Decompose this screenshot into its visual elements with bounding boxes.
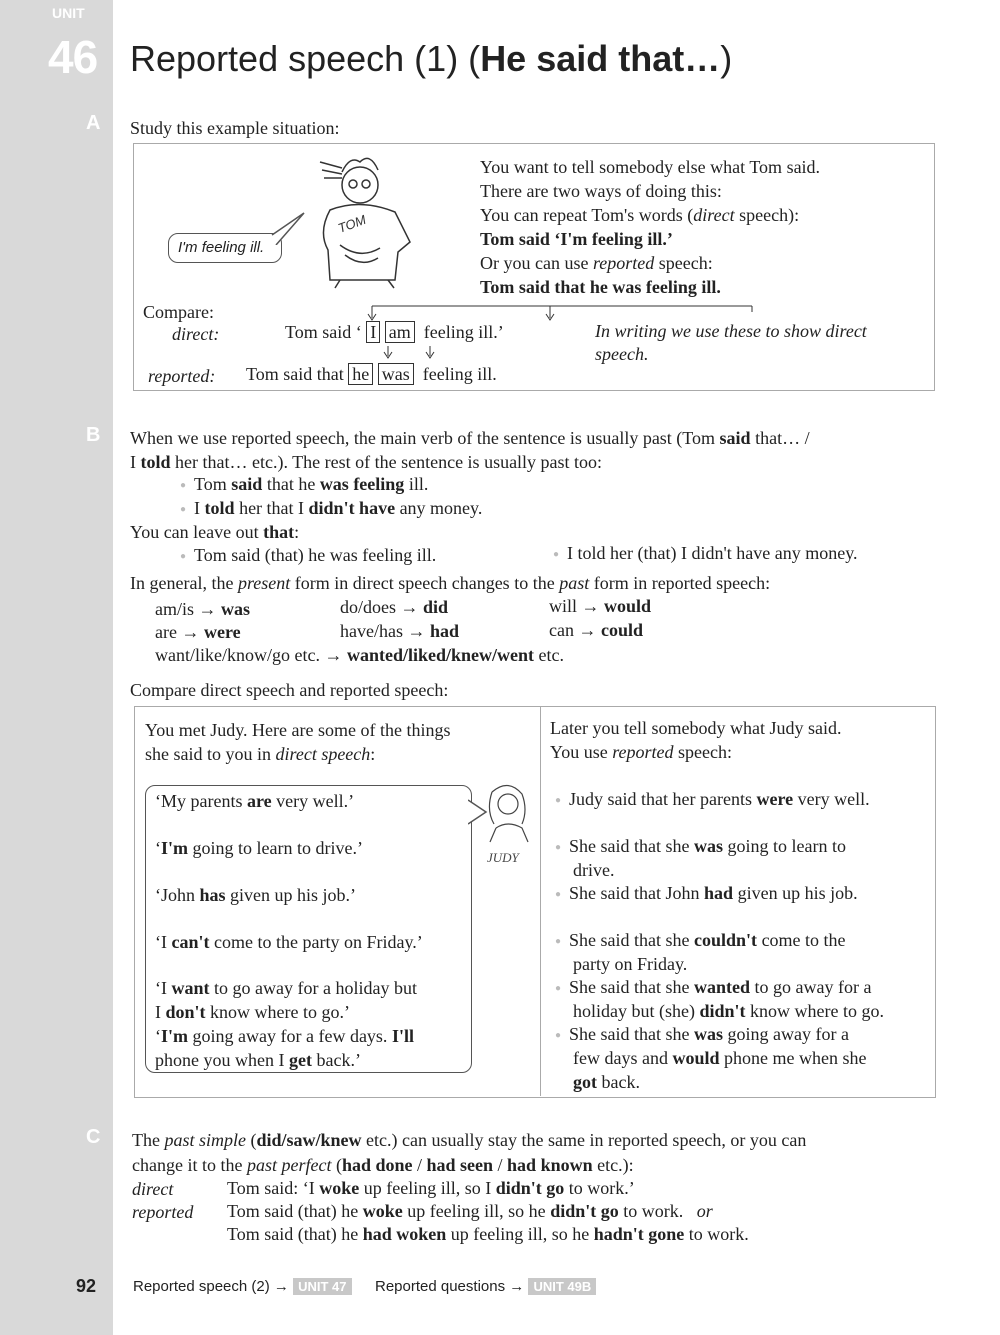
reported-5-cont: holiday but (she) didn't know where to go.: [573, 1001, 884, 1021]
direct-label: direct:: [172, 324, 220, 344]
a-line-5: Or you can use reported speech:: [480, 253, 713, 273]
reported-6-cont-2: got back.: [573, 1072, 640, 1092]
unit-49b-tag[interactable]: UNIT 49B: [528, 1278, 596, 1295]
reported-3: ● She said that John had given up his job.: [555, 881, 858, 909]
direct-word-box-1: I: [366, 321, 380, 343]
left-intro-2: she said to you in direct speech:: [145, 744, 376, 764]
tom-illustration: [300, 150, 430, 290]
reported-6: ● She said that she was going away for a: [555, 1022, 849, 1050]
section-letter-c: C: [86, 1126, 101, 1148]
b-example-3: ● Tom said (that) he was feeling ill.: [180, 543, 436, 571]
unit-47-tag[interactable]: UNIT 47: [293, 1278, 351, 1295]
page-title: Reported speech (1) (He said that…): [130, 38, 733, 79]
cross-ref-reported-speech-2[interactable]: Reported speech (2) → UNIT 47: [133, 1278, 352, 1295]
c-para-2: change it to the past perfect (had done / had seen / had known etc.):: [132, 1155, 634, 1175]
reported-4: ● She said that she couldn't come to the: [555, 928, 846, 956]
c-direct-label: direct: [132, 1179, 174, 1199]
change-verbs: want/like/know/go etc. → wanted/liked/knew/went etc.: [155, 645, 564, 665]
in-general: In general, the present form in direct speech changes to the past form in reported speech:: [130, 573, 771, 593]
cross-ref-reported-questions[interactable]: Reported questions → UNIT 49B: [375, 1278, 596, 1295]
comparison-divider: [540, 706, 541, 1096]
tom-label: TOM: [335, 211, 368, 236]
change-are: are → were: [155, 622, 241, 642]
b-example-1: ● Tom said that he was feeling ill.: [180, 472, 428, 500]
compare-direct-reported: Compare direct speech and reported speech:: [130, 680, 449, 700]
b-para-2: I told her that… etc.). The rest of the sentence is usually past too:: [130, 452, 603, 472]
judy-illustration: [478, 780, 538, 845]
c-reported-label: reported: [132, 1202, 194, 1222]
reported-5: ● She said that she wanted to go away for a: [555, 975, 872, 1003]
reported-label: reported:: [148, 366, 216, 386]
reported-2: ● She said that she was going to learn to: [555, 834, 846, 862]
change-can: can → could: [549, 620, 643, 640]
judy-quote-3: ‘John has given up his job.’: [155, 885, 357, 905]
c-reported-example-2: Tom said (that) he had woken up feeling ill, so he hadn't gone to work.: [227, 1224, 749, 1244]
direct-sentence: Tom said ‘ I am feeling ill.’: [285, 322, 504, 342]
a-line-3: You can repeat Tom's words (direct speech):: [480, 205, 800, 225]
speech-bubble-text: I'm feeling ill.: [178, 239, 265, 256]
judy-quote-6: I don't know where to go.’: [155, 1002, 350, 1022]
b-example-4: ● I told her (that) I didn't have any money.: [553, 541, 858, 569]
right-intro-2: You use reported speech:: [550, 742, 733, 762]
page-number: 92: [76, 1276, 97, 1296]
judy-quote-2: ‘I'm going to learn to drive.’: [155, 838, 363, 858]
leave-out-that: You can leave out that:: [130, 522, 300, 542]
left-intro-1: You met Judy. Here are some of the things: [145, 720, 451, 740]
reported-word-box-1: he: [348, 363, 373, 385]
c-reported-example-1: Tom said (that) he woke up feeling ill, so he didn't go to work. or: [227, 1201, 713, 1221]
c-para-1: The past simple (did/saw/knew etc.) can usually stay the same in reported speech, or you can: [132, 1130, 807, 1150]
a-reported-example: Tom said that he was feeling ill.: [480, 277, 721, 297]
judy-label: JUDY: [487, 850, 519, 865]
judy-quote-8: phone you when I get back.’: [155, 1050, 361, 1070]
writing-note: In writing we use these to show direct speech.: [595, 321, 867, 364]
a-line-1: You want to tell somebody else what Tom said.: [480, 157, 821, 177]
section-letter-b: B: [86, 424, 101, 446]
change-do-does: do/does → did: [340, 597, 449, 617]
compare-label: Compare:: [143, 302, 214, 322]
change-will: will → would: [549, 596, 652, 616]
reported-4-cont: party on Friday.: [573, 954, 688, 974]
judy-quote-4: ‘I can't come to the party on Friday.’: [155, 932, 423, 952]
a-direct-example: Tom said ‘I'm feeling ill.’: [480, 229, 673, 249]
c-direct-example: Tom said: ‘I woke up feeling ill, so I didn't go to work.’: [227, 1178, 635, 1198]
reported-6-cont: few days and would phone me when she: [573, 1048, 867, 1068]
change-am-is: am/is → was: [155, 599, 251, 619]
section-a-intro: Study this example situation:: [130, 118, 340, 138]
judy-quote-1: ‘My parents are very well.’: [155, 791, 355, 811]
section-letter-a: A: [86, 112, 101, 134]
b-example-2: ● I told her that I didn't have any money.: [180, 496, 482, 524]
right-intro-1: Later you tell somebody what Judy said.: [550, 718, 842, 738]
reported-1: ● Judy said that her parents were very well.: [555, 787, 870, 815]
direct-word-box-2: am: [385, 321, 415, 343]
a-line-2: There are two ways of doing this:: [480, 181, 722, 201]
reported-2-cont: drive.: [573, 860, 615, 880]
reported-sentence: Tom said that he was feeling ill.: [246, 364, 497, 384]
judy-quote-5: ‘I want to go away for a holiday but: [155, 978, 417, 998]
judy-quote-7: ‘I'm going away for a few days. I'll: [155, 1026, 414, 1046]
b-para-1: When we use reported speech, the main verb of the sentence is usually past (Tom said that… /: [130, 428, 810, 448]
unit-number: 46: [48, 31, 98, 83]
unit-label: UNIT: [52, 5, 85, 21]
reported-word-box-2: was: [378, 363, 414, 385]
change-have-has: have/has → had: [340, 621, 460, 641]
